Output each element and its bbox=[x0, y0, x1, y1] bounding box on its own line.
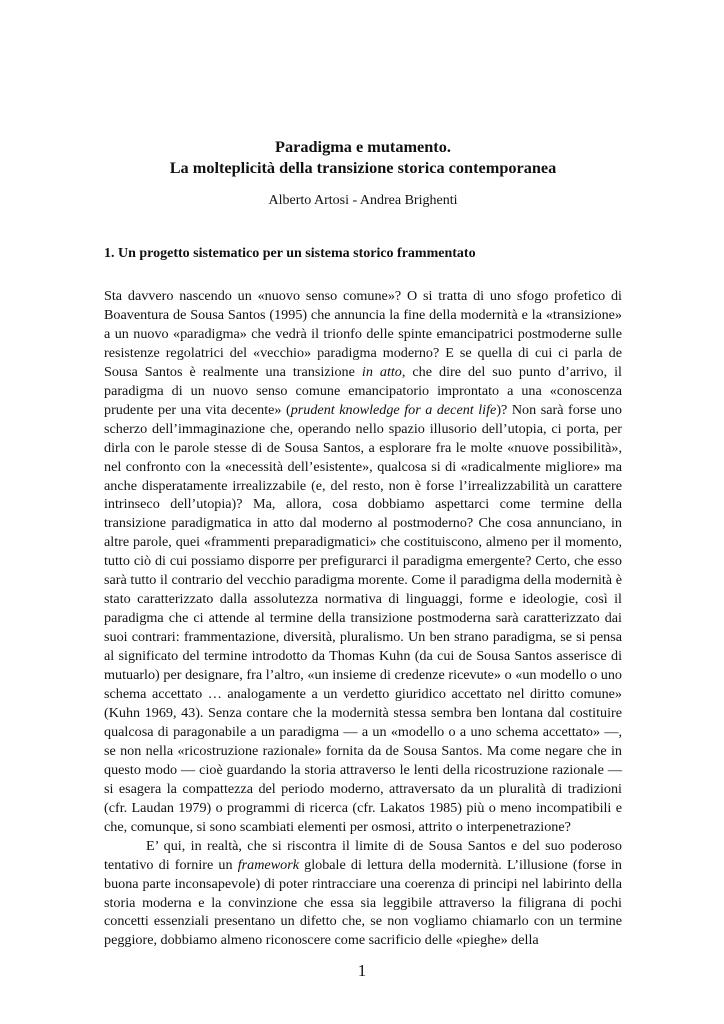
section-heading: 1. Un progetto sistematico per un sistema storico frammentato bbox=[104, 246, 476, 261]
paragraph-2 bbox=[104, 837, 622, 951]
paragraph-1-part-3: )? Non sarà forse uno scherzo dell’immaginazione che, operando nello spazio illusorio dell’utopia, ci porta, per dirla con le parole stesse di de Sousa Santos, a esplorare fra le molte «nuove possibilità», nel confronto con la «necessità dell’esistente», qualcosa si di «radicalmente migliore» ma anche disperatamente irrealizzabile (e, del resto, non è forse l’irrealizzabilità un carattere intrinseco dell’utopia)? Ma, allora, cosa dobbiamo aspettarci come termine della transizione paradigmatica in atto dal moderno al postmoderno? Che cosa annunciano, in altre parole, quei «frammenti preparadigmatici» che costituiscono, almeno per il momento, tutto ciò di cui possiamo disporre per prefigurarci il paradigma emergente? Certo, che esso sarà tutto il contrario del vecchio paradigma morente. Come il paradigma della modernità è stato caratterizzato dalla assolutezza normativa di linguaggi, forme e ideologie, così il paradigma che ci attende al termine della transizione postmoderna sarà caratterizzato dai suoi contrari: frammentazione, diversità, pluralismo. Un ben strano paradigma, se si pensa al significato del termine introdotto da Thomas Kuhn (da cui de Sousa Santos asserisce di mutuarlo) per designare, fra l’altro, «un insieme di credenze ricevute» o «un modello o uno schema accettato … analogamente a un verdetto giuridico accettato nel diritto comune» (Kuhn 1969, 43). Senza contare che la modernità stessa sembra ben lontana dal costituire qualcosa di paragonabile a un paradigma — a un «modello o a uno schema accettato» —, se non nella «ricostruzione razionale» fornita da de Sousa Santos. Ma come negare che in questo modo — cioè guardando la storia attraverso le lenti della ricostruzione razionale — si esagera la compattezza del periodo moderno, attraversato da un pluralità di tradizioni (cfr. Laudan 1979) o programmi di ricerca (cfr. Lakatos 1985) più o meno incompatibili e che, comunque, si sono scambiati elementi per osmosi, attrito o interpenetrazione? bbox=[104, 401, 622, 835]
title-line-2: La molteplicità della transizione storica contemporanea bbox=[169, 158, 557, 177]
paragraph-1-italic-2: prudent knowledge for a decent life bbox=[290, 401, 497, 418]
paragraph-2-part-2: globale di lettura della modernità. L’illusione (forse in buona parte inconsapevole) di poter rintracciare una coerenza di principi nel labirinto della storia moderna e la convinzione che essa sia leggibile attraverso la filigrana di pochi concetti essenziali presentano un difetto che, se non vogliamo chiamarlo con un termine peggiore, dobbiamo almeno riconoscere come sacrificio delle «pieghe» della bbox=[104, 856, 623, 949]
paragraph-2-part-1: E’ qui, in realtà, che si riscontra il limite di de Sousa Santos e del suo poderoso tentativo di fornire un bbox=[104, 837, 622, 873]
body-text bbox=[104, 287, 622, 950]
paragraph-1 bbox=[104, 287, 622, 837]
paragraph-1-part-1: Sta davvero nascendo un «nuovo senso comune»? O si tratta di uno sfogo profetico di Boaventura de Sousa Santos (1995) che annuncia la fine della modernità e la «transizione» a un nuovo «paradigma» che vedrà il trionfo delle spinte emancipatrici postmoderne sulle resistenze regolatrici del «vecchio» paradigma moderno? E se quella di cui ci parla de Sousa Santos è realmente una transizione bbox=[104, 288, 622, 380]
authors: Alberto Artosi - Andrea Brighenti bbox=[268, 193, 458, 208]
page-number: 1 bbox=[357, 961, 367, 980]
paragraph-2-italic-1: framework bbox=[237, 856, 299, 873]
paragraph-1-part-2: , che dire del suo punto d’arrivo, il paradigma di un nuovo senso comune emancipatorio improntato a una «conoscenza prudente per una vita decente» ( bbox=[104, 363, 622, 418]
paper-title bbox=[104, 136, 622, 178]
title-line-1: Paradigma e mutamento. bbox=[275, 137, 451, 156]
page-content bbox=[104, 136, 622, 950]
paragraph-1-italic-1: in atto bbox=[361, 363, 402, 380]
